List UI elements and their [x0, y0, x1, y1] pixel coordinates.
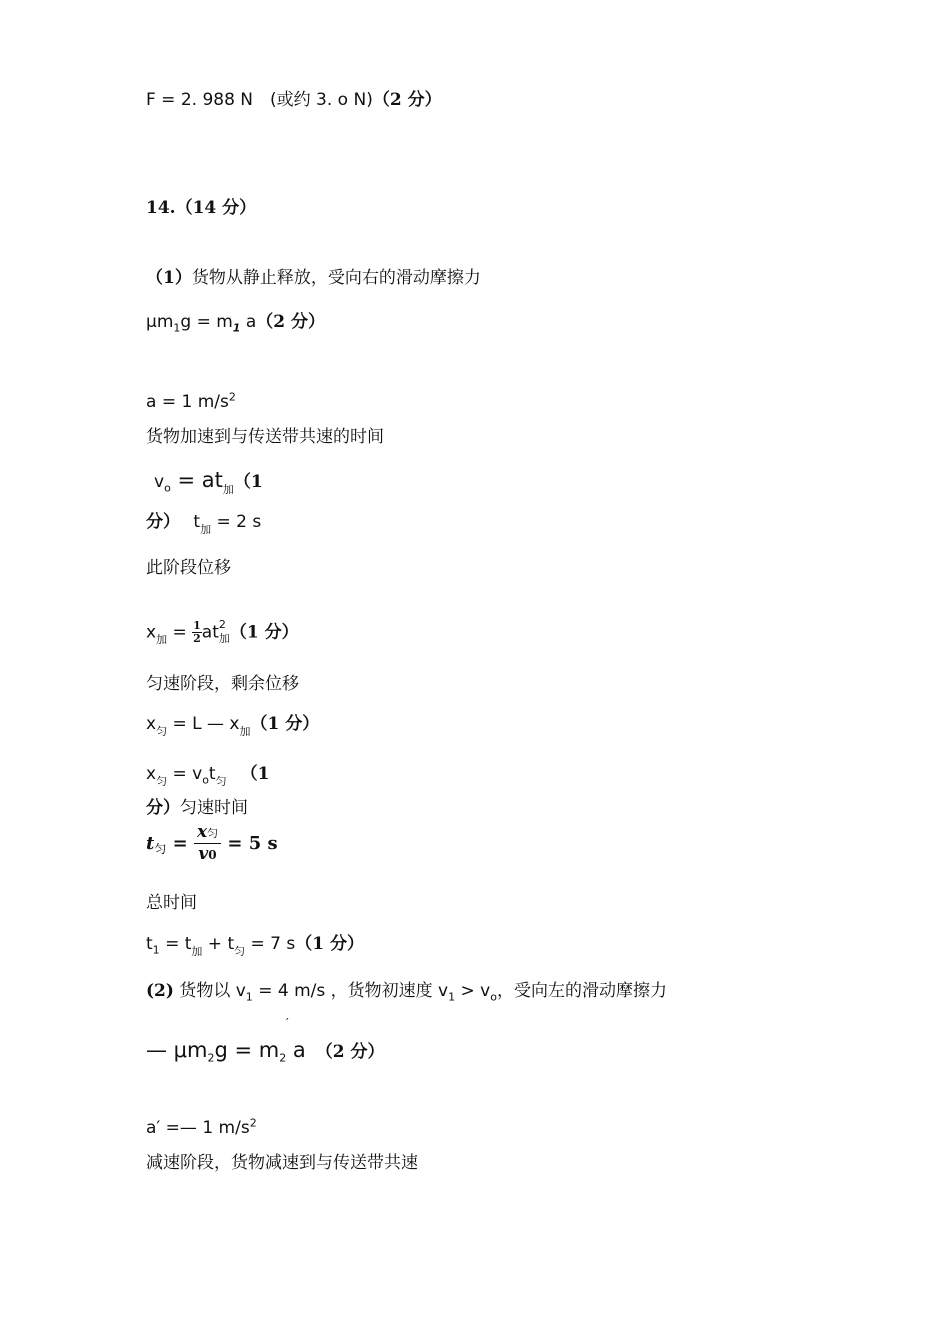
- accel-time-text: 货物加速到与传送带共速的时间: [146, 427, 384, 447]
- part-2-intro: (2) 货物以 $v_1 = 4$ m/s ，货物初速度 $v_1 > v_o$，受向左的滑动摩擦力: [146, 981, 667, 1004]
- total-time-text: 总时间: [146, 893, 197, 913]
- x-uniform-equation: $x_匀 = L$ — $x_加(1$ 分）: [146, 714, 320, 738]
- uniform-stage-text: 匀速阶段，剩余位移: [146, 674, 299, 694]
- v0-equation: $v_o = at_加(1$: [154, 468, 263, 496]
- acceleration-result: a = 1 $m/s^2$: [146, 390, 236, 412]
- distance-over-velocity-fraction: $\frac{\text{x匀}}{v0}$: [194, 822, 221, 866]
- t-uniform-fraction-equation: $t_匀$ = $\frac{\text{x匀}}{v0}$ = 5 s: [146, 822, 278, 865]
- friction-equation-2: — $\mu m_2g = m_2$ a （2 分）: [146, 1038, 385, 1065]
- half-fraction: $\frac{1}{2}$: [193, 619, 201, 645]
- question-14-heading: 14.（14 分）: [146, 198, 257, 218]
- x-uniform-velocity-equation: $x_匀 = v_ot_匀$ （1: [146, 764, 270, 788]
- deceleration-result: a′ =— 1 $m/s^2$: [146, 1116, 257, 1138]
- displacement-text: 此阶段位移: [146, 558, 231, 578]
- decel-stage-text: 减速阶段，货物减速到与传送带共速: [146, 1153, 418, 1173]
- force-result-line: F = 2. 988 N (或约 3. o N)（2 分）: [146, 90, 442, 110]
- part-1-intro: （1）货物从静止释放，受向右的滑动摩擦力: [146, 268, 481, 288]
- prime-mark: ′: [286, 1016, 289, 1030]
- x-accel-equation: $x_加$ = $\frac{1}{2}$ at 2 加 （1 分）: [146, 618, 299, 647]
- total-time-equation: $t_1 = t_加 + t_匀 = 7$ s（1 分）: [146, 934, 364, 958]
- friction-equation: $\mu m_1g = m_1$ a（2 分）: [146, 312, 326, 335]
- uniform-time-text: 分）匀速时间: [146, 798, 248, 818]
- t-accel-result: 分） $t_加 = 2$ s: [146, 512, 262, 536]
